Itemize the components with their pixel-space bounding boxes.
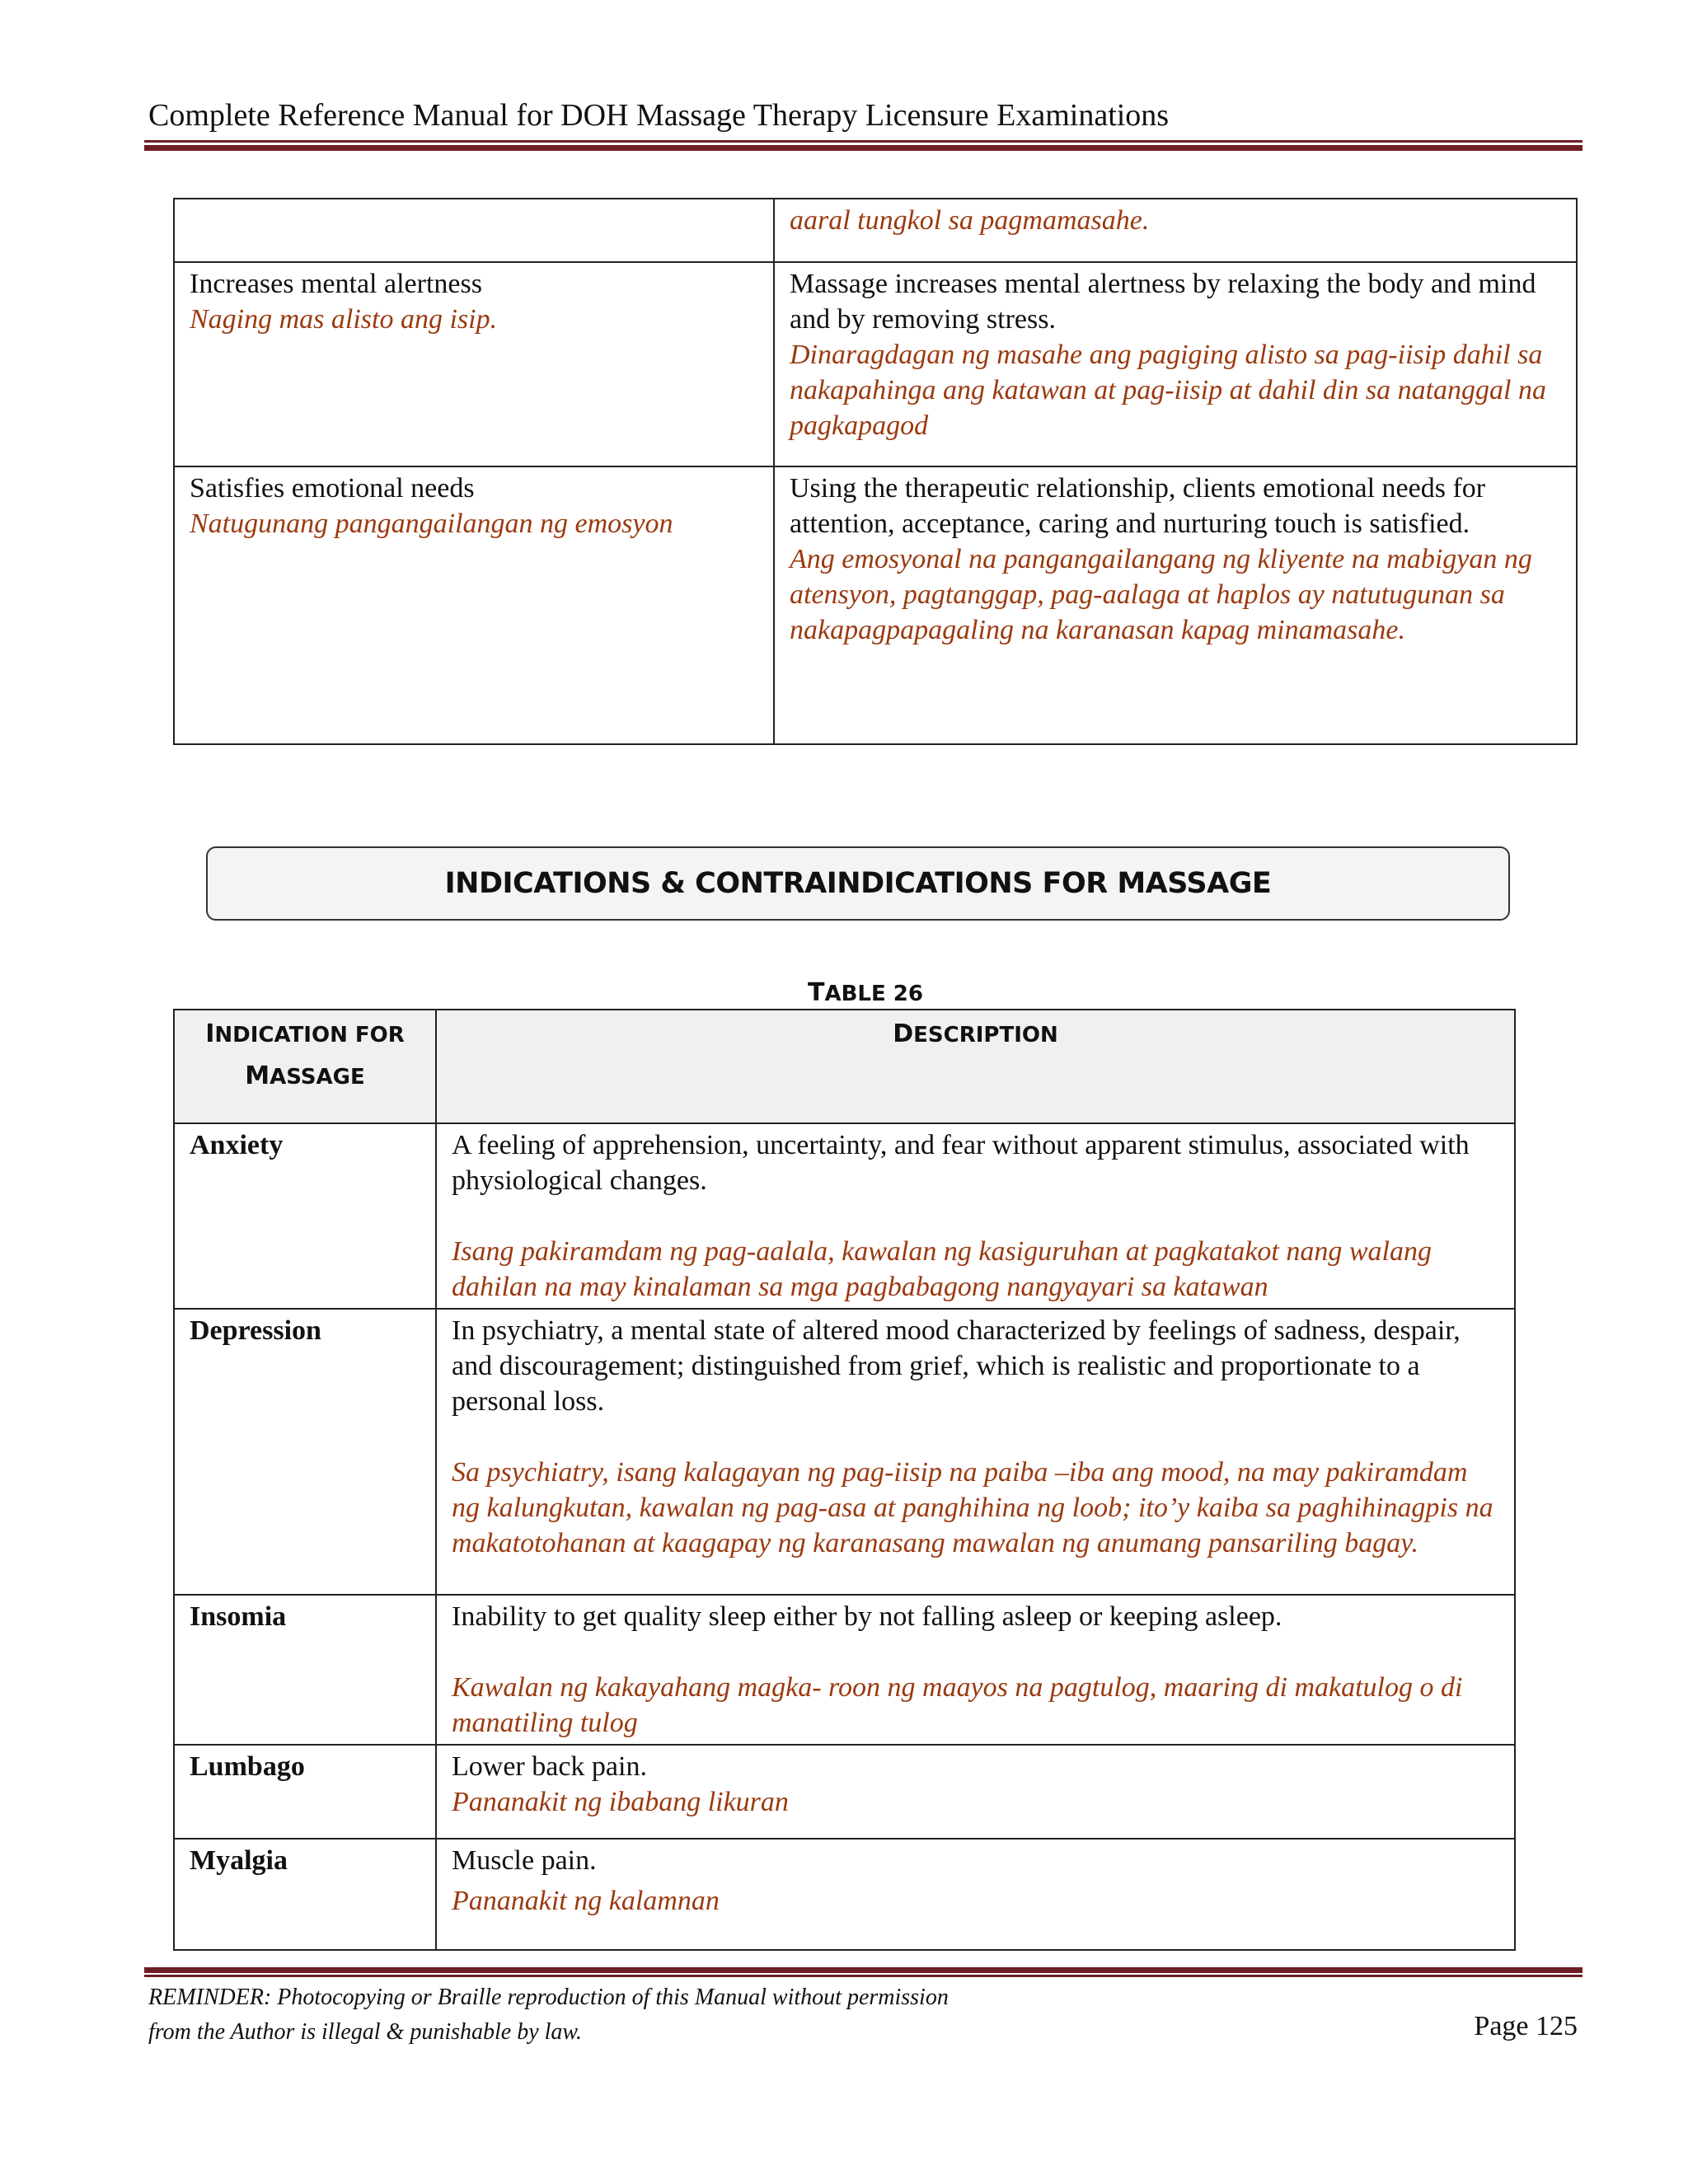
table-cell	[774, 262, 1577, 466]
description-tl: Kawalan ng kakayahang magka- roon ng maayos na pagtulog, maaring di makatulog o di manatiling tulog	[452, 1672, 1463, 1738]
table-row	[174, 1595, 1515, 1745]
description-en: In psychiatry, a mental state of altered mood characterized by feelings of sadness, despair, and discouragement; distinguished from grief, which is realistic and proportionate to a personal loss.	[452, 1315, 1461, 1417]
description-cell	[436, 1745, 1515, 1839]
header-initial: I	[205, 1019, 215, 1048]
footer-rule	[144, 1975, 1582, 1977]
description-cell	[436, 1309, 1515, 1595]
column-header-indication	[174, 1010, 436, 1123]
indication-term: Depression	[174, 1309, 436, 1595]
footer-rule-thick	[144, 1967, 1582, 1973]
header-text: ESCRIPTION	[913, 1023, 1058, 1047]
caption-rest: ABLE 26	[824, 982, 923, 1006]
table-header-row	[174, 1010, 1515, 1123]
header-rule-thick	[144, 145, 1582, 151]
indications-table	[173, 1009, 1516, 1951]
description-en: Lower back pain.	[452, 1751, 647, 1782]
description-cell	[436, 1839, 1515, 1950]
table-row	[174, 262, 1577, 466]
table-row	[174, 1839, 1515, 1950]
footer-line: REMINDER: Photocopying or Braille reproduction of this Manual without permission	[148, 1985, 949, 2010]
description-en: Muscle pain.	[452, 1845, 597, 1876]
table-cell	[774, 466, 1577, 744]
table-row	[174, 199, 1577, 262]
section-title: INDICATIONS & CONTRAINDICATIONS FOR MASSAGE	[444, 867, 1272, 900]
benefits-table	[173, 198, 1578, 745]
indication-term: Myalgia	[174, 1839, 436, 1950]
indication-term: Insomia	[174, 1595, 436, 1745]
table-row	[174, 1123, 1515, 1309]
description-en: A feeling of apprehension, uncertainty, and fear without apparent stimulus, associated with physiological changes.	[452, 1130, 1470, 1196]
cell-text-tl: Naging mas alisto ang isip.	[190, 304, 498, 335]
page-header-title: Complete Reference Manual for DOH Massage Therapy Licensure Examinations	[148, 98, 1170, 133]
description-tl: Pananakit ng kalamnan	[452, 1886, 720, 1916]
header-text: ASSAGE	[270, 1065, 365, 1090]
caption-initial: T	[808, 978, 825, 1007]
section-heading-box	[206, 846, 1510, 921]
header-text: NDICATION FOR	[214, 1023, 405, 1047]
footer-line: from the Author is illegal & punishable by law.	[148, 2019, 583, 2045]
indication-term: Lumbago	[174, 1745, 436, 1839]
table-row	[174, 1745, 1515, 1839]
description-tl: Sa psychiatry, isang kalagayan ng pag-iisip na paiba –iba ang mood, na may pakiramdam ng kalungkutan, kawalan ng pag-asa at panghihina ng loob; ito’y kaiba sa paghihinagpis na makatotohanan at kaagapay ng karanasang mawalan ng anumang pansariling bagay.	[452, 1457, 1493, 1558]
cell-text-en: Increases mental alertness	[190, 269, 482, 299]
description-cell	[436, 1595, 1515, 1745]
cell-text-tl: Natugunang pangangailangan ng emosyon	[190, 509, 673, 539]
table-row	[174, 1309, 1515, 1595]
table-cell	[174, 199, 774, 262]
table-cell	[774, 199, 1577, 262]
table-caption	[0, 978, 1688, 1007]
table-cell	[174, 466, 774, 744]
table-row	[174, 466, 1577, 744]
indication-term: Anxiety	[174, 1123, 436, 1309]
description-tl: Isang pakiramdam ng pag-aalala, kawalan ng kasiguruhan at pagkatakot nang walang dahilan na may kinalaman sa mga pagbabagong nangyayari sa katawan	[452, 1236, 1432, 1302]
cell-text-en: Using the therapeutic relationship, clients emotional needs for attention, acceptance, caring and nurturing touch is satisfied.	[790, 473, 1486, 539]
header-initial: D	[893, 1019, 914, 1048]
cell-text-tl: Ang emosyonal na pangangailangang ng kliyente na mabigyan ng atensyon, pagtanggap, pag-aalaga at haplos ay natutugunan sa nakapagpapagaling na karanasan kapag minamasahe.	[790, 544, 1532, 645]
description-tl: Pananakit ng ibabang likuran	[452, 1787, 789, 1817]
header-rule	[144, 140, 1582, 143]
cell-text-tl: aaral tungkol sa pagmamasahe.	[790, 205, 1150, 236]
column-header-description	[436, 1010, 1515, 1123]
description-en: Inability to get quality sleep either by not falling asleep or keeping asleep.	[452, 1601, 1282, 1632]
description-cell	[436, 1123, 1515, 1309]
header-initial: M	[245, 1062, 270, 1090]
page-number: Page 125	[1474, 2011, 1578, 2041]
cell-text-tl: Dinaragdagan ng masahe ang pagiging alisto sa pag-iisip dahil sa nakapahinga ang katawan at pag-iisip at dahil din sa natanggal na pagkapagod	[790, 340, 1546, 441]
cell-text-en: Massage increases mental alertness by relaxing the body and mind and by removing stress.	[790, 269, 1536, 335]
cell-text-en: Satisfies emotional needs	[190, 473, 475, 504]
footer-reminder	[148, 1980, 949, 2050]
table-cell	[174, 262, 774, 466]
